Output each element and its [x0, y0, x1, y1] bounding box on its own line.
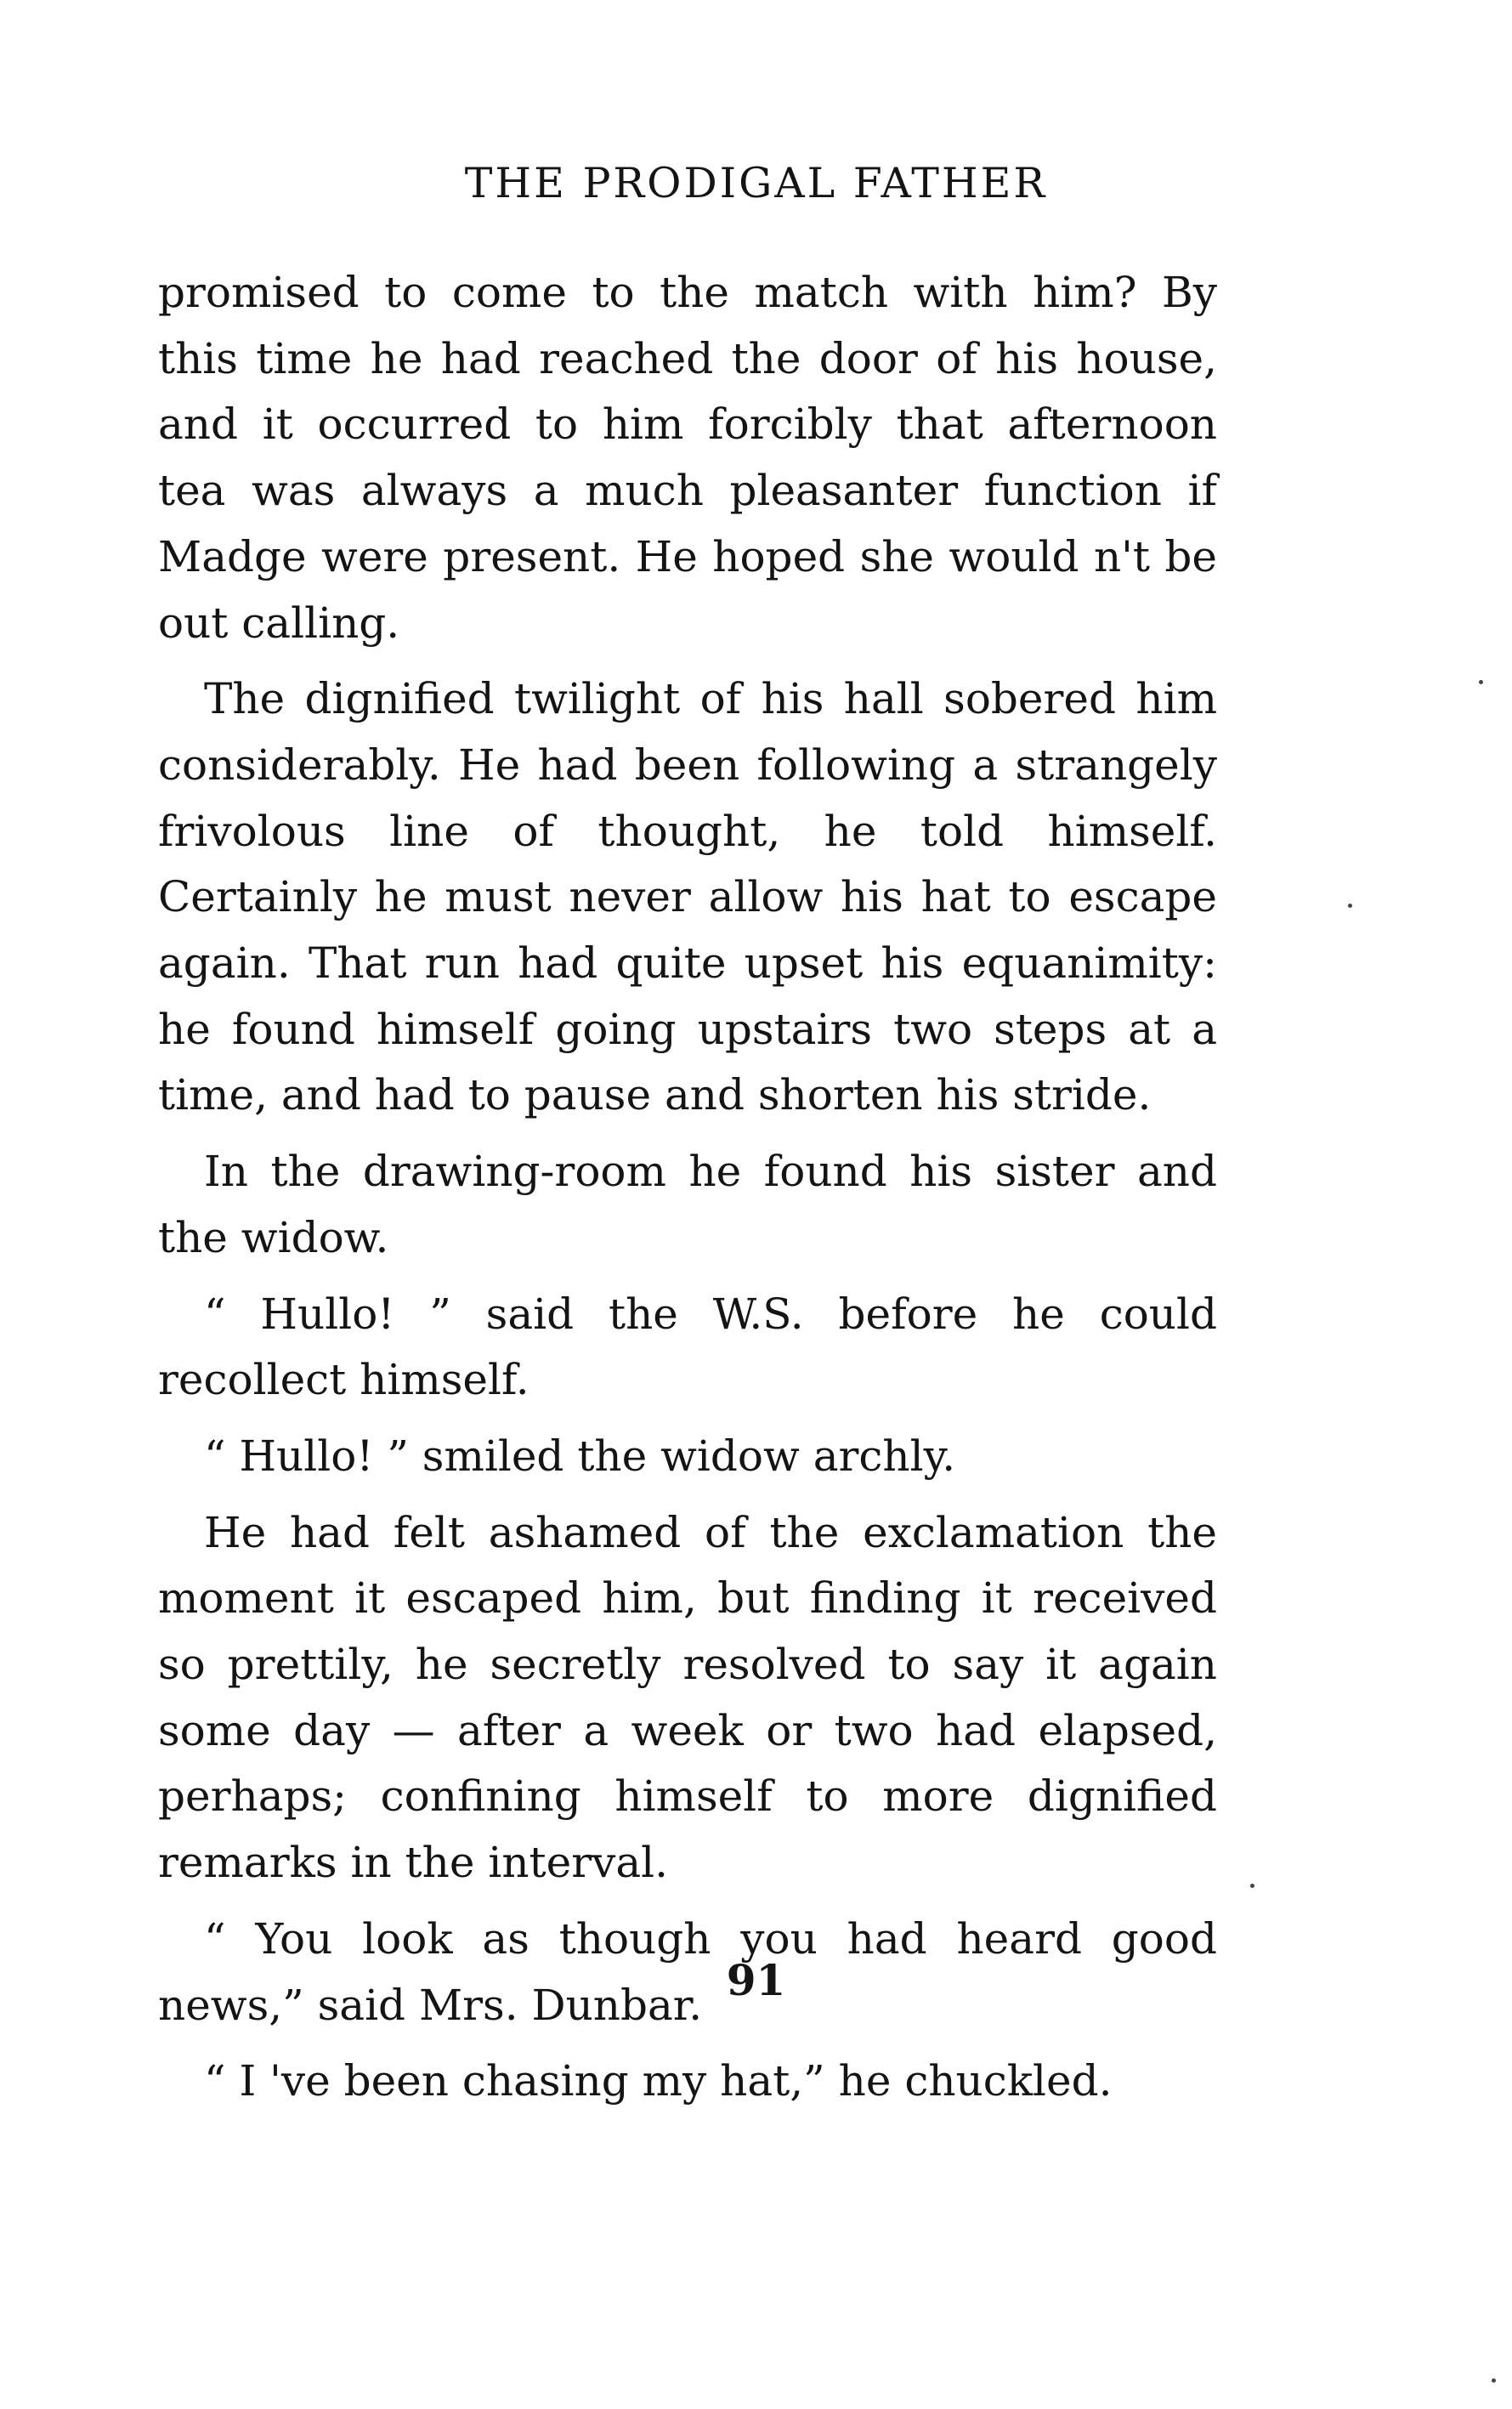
paragraph: “ You look as though you had heard good news,” said Mrs. Dunbar.: [158, 1913, 1217, 2030]
paragraph: “ Hullo! ” smiled the widow archly.: [204, 1431, 956, 1481]
paragraph: In the drawing-room he found his sister and the widow.: [158, 1147, 1217, 1262]
paragraph: “ I 've been chasing my hat,” he chuckled.: [204, 2056, 1113, 2106]
paper-speck: [1348, 904, 1352, 908]
paper-speck: [1250, 1884, 1254, 1888]
paper-speck: [1492, 2378, 1496, 2383]
paragraph: “ Hullo! ” said the W.S. before he could recollect himself.: [158, 1289, 1217, 1405]
paragraph: He had felt ashamed of the exclamation the moment it escaped him, but finding it received so prettily, he secretly resolved to say it again some day — after a week or two had elapsed, perhaps; confining himself to more dignified remarks in the interval.: [158, 1507, 1217, 1888]
paper-speck: [1479, 680, 1483, 684]
paragraph: The dignified twilight of his hall sobered him considerably. He had been following a strangely frivolous line of thought, he told himself. Certainly he must never allow his hat to escape again. That run had quite upset his equanimity: he found himself going upstairs two steps at a time, and had to pause and shorten his stride.: [158, 674, 1217, 1120]
running-head: THE PRODIGAL FATHER: [464, 159, 1048, 207]
page-number: 91: [726, 1955, 786, 2005]
paragraph: promised to come to the match with him? By this time he had reached the door of his house, and it occurred to him forcibly that afternoon tea was always a much pleasanter function if Madge were present. He hoped she would n't be out calling.: [158, 268, 1217, 648]
body-text: [158, 260, 1217, 2125]
